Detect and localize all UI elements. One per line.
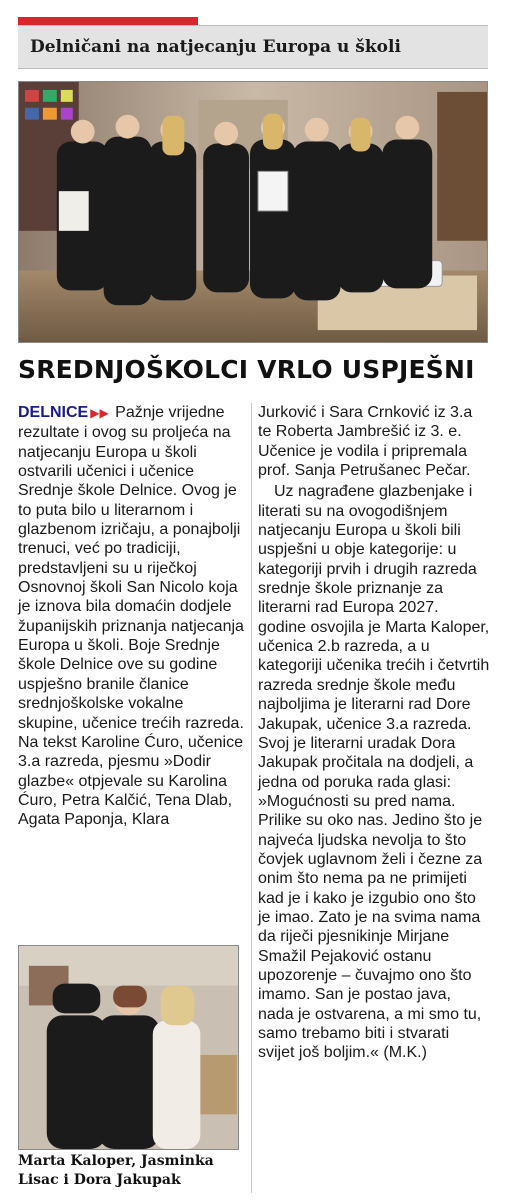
group-photo	[18, 81, 488, 343]
article-column-1	[18, 403, 246, 830]
portrait-photo	[18, 945, 239, 1150]
kicker-title: Delničani na natjecanju Europa u školi	[30, 37, 401, 57]
double-arrow-icon: ▶▶	[90, 406, 109, 420]
kicker-bar	[18, 25, 488, 69]
section-accent-bar	[18, 17, 198, 25]
dateline: DELNICE	[18, 404, 89, 421]
article-paragraph: Uz nagrađene glazbenjake i literati su na ovogodišnjem natjecanju Europa u školi bili uspješni u obje kategorije: u kategoriji prvih i drugih razreda srednje škole priznanje za literarni rad Europa 2027. godine osvojila je Marta Kaloper, učenica 2.b razreda, a u kategoriji učenika trećih i četvrtih razreda srednje škole među najboljima je literarni rad Dore Jakupak, učenice 3.a razreda. Svoj je literarni uradak Dora Jakupak pročitala na dodjeli, a jedna od poruka rada glasi: »Mogućnosti su pred nama. Prilike su oko nas. Jedino što je najveća ljudska nevolja to što čovjek uglavnom želi i čezne za onim što nema pa ne primijeti kad je i kako je izgubio ono što je imao. Zato je na svima nama da riječi pjesnikinje Mirjane Smažil Pejaković ostanu upozorenje – čuvajmo ono što imamo. San je postao java, nada je ostvarena, a mi smo tu, samo trebamo biti i stvarati svijet još boljim.« (M.K.)	[258, 483, 490, 1062]
article-column-2	[258, 403, 490, 1063]
article-paragraph: Jurković i Sara Crnković iz 3.a te Roberta Jambrešić iz 3. e. Učenice je vodila i pripremala prof. Sanja Petrušanec Pečar.	[258, 404, 473, 480]
article-paragraph	[18, 403, 246, 830]
headline: SREDNJOŠKOLCI VRLO USPJEŠNI	[18, 355, 475, 384]
photo-caption: Marta Kaloper, Jasminka Lisac i Dora Jakupak	[18, 1153, 214, 1188]
article-text: Pažnje vrijedne rezultate i ovog su proljeća na natjecanju Europa u školi ostvarili učenici i učenice Srednje škole Delnice. Ovog je to puta bilo u literarnom i glazbenom izričaju, a ponajbolji trenuci, već po tradiciji, predstavljeni su u riječkoj Osnovnoj školi San Nicolo koja je iznova bila domaćin dodjele županijskih priznanja natjecanja Europa u školi. Boje Srednje škole Delnice ove su godine uspješno branile članice srednjoškolske vokalne skupine, učenice trećih razreda. Na tekst Karoline Ćuro, učenice 3.a razreda, pjesmu »Dodir glazbe« otpjevale su Karolina Ćuro, Petra Kalčić, Tena Dlab, Agata Paponja, Klara	[18, 404, 244, 829]
column-divider	[251, 403, 252, 1193]
